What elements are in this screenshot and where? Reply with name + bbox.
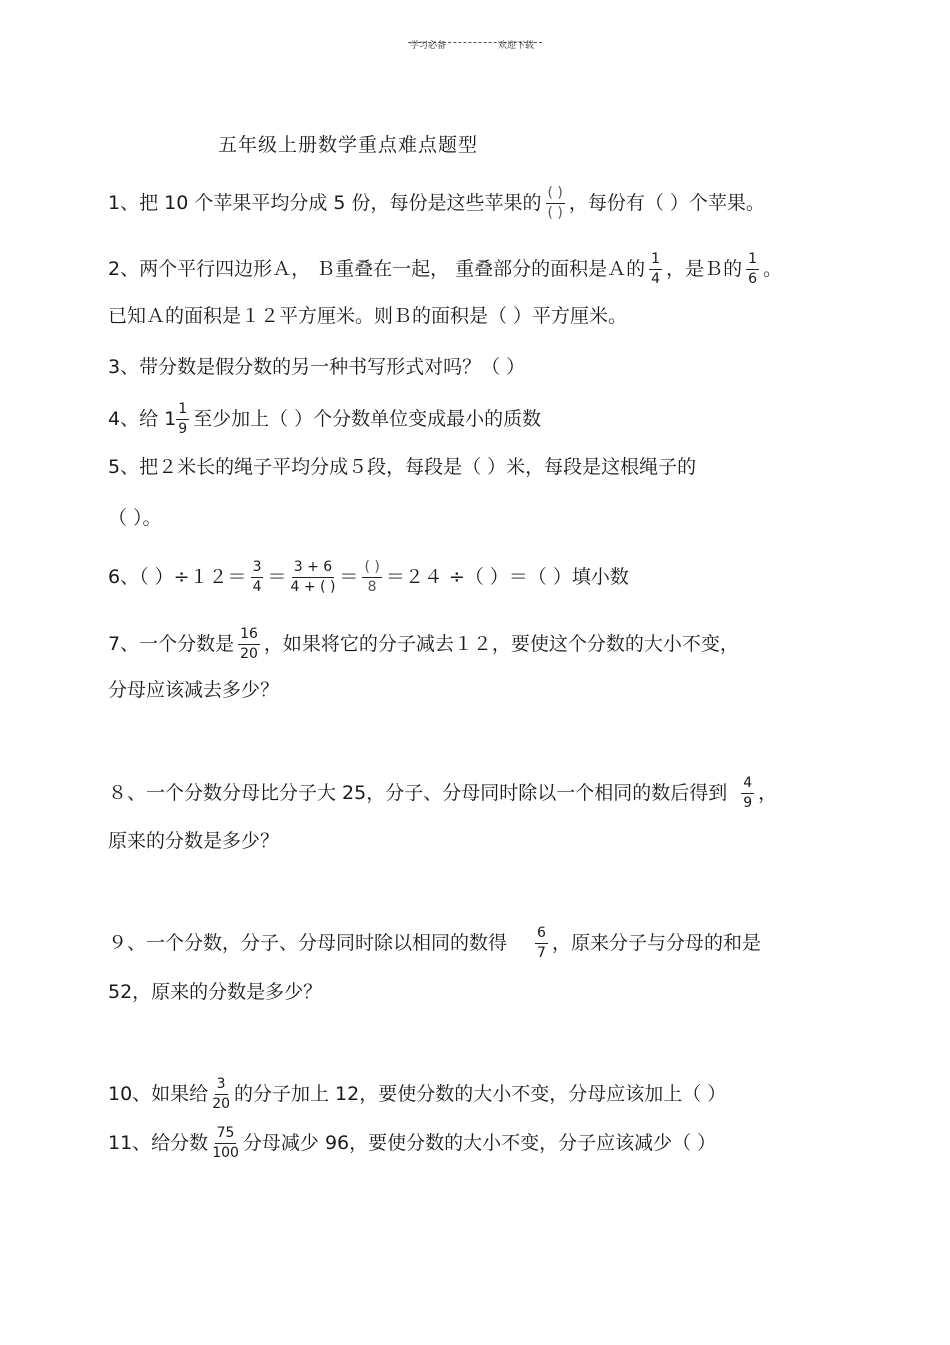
header-right: 欢迎下载 (498, 41, 535, 51)
question-9-line2: 52，原来的分数是多少？ (108, 981, 323, 1003)
fraction: $\frac{3}{4}$ (252, 559, 262, 595)
question-3: 3、带分数是假分数的另一种书写形式对吗？（ ） (108, 356, 526, 378)
fraction: $\frac{75}{100}$ (212, 1125, 239, 1161)
question-7: 7、一个分数是 $\frac{16}{20}$ ，如果将它的分子减去１２，要使这个分数的大小不变， (108, 626, 739, 662)
fraction: $\frac{1}{9}$ (178, 401, 188, 437)
fraction: $\frac{3 + 6}{4 + ( )}$ (290, 559, 336, 595)
fraction: $\frac{( )}{8}$ (364, 559, 380, 595)
question-11: 11、给分数 $\frac{75}{100}$ 分母减少 96，要使分数的大小不变，分子应该减少（ ） (108, 1125, 717, 1161)
page-header (408, 38, 542, 51)
question-4: 4、给 1 $\frac{1}{9}$ 至少加上（ ）个分数单位变成最小的质数 (108, 401, 542, 437)
question-6: 6、（ ）÷１２＝ $\frac{3}{4}$ ＝ $\frac{3 + 6}{4 + ( )}$ ＝ $\frac{( )}{8}$ ＝２４ ÷（ ）＝（ ）填小数 (108, 559, 629, 595)
question-7-line2: 分母应该减去多少？ (108, 679, 280, 701)
question-1: 1、把 10 个苹果平均分成 5 份，每份是这些苹果的 $\frac{( )}{( )}$ ，每份有（ ）个苹果。 (108, 185, 765, 221)
fraction: $\frac{3}{20}$ (212, 1076, 231, 1112)
question-5-line2: （ ）。 (108, 507, 162, 529)
fraction: $\frac{16}{20}$ (240, 626, 258, 662)
fraction: $\frac{1}{4}$ (651, 251, 661, 287)
fraction: $\frac{6}{7}$ (537, 925, 546, 961)
question-5: 5、把２米长的绳子平均分成５段，每段是（ ）米，每段是这根绳子的 (108, 456, 697, 478)
header-left: 学习必备 (410, 41, 447, 51)
fraction: $\frac{1}{6}$ (748, 251, 758, 287)
fraction: $\frac{4}{9}$ (743, 775, 753, 811)
question-2: 2、两个平行四边形Ａ， Ｂ重叠在一起， 重叠部分的面积是Ａ的 $\frac{1}{4}$ ，是Ｂ的 $\frac{1}{6}$ 。 (108, 251, 783, 287)
question-8: ８、一个分数分母比分子大 25，分子、分母同时除以一个相同的数后得到 $\frac{4}{9}$ ， (108, 775, 778, 811)
page-title: 五年级上册数学重点难点题型 (218, 134, 479, 156)
question-10: 10、如果给 $\frac{3}{20}$ 的分子加上 12，要使分数的大小不变，分母应该加上（ ） (108, 1076, 727, 1112)
question-9: ９、一个分数，分子、分母同时除以相同的数得 $\frac{6}{7}$ ，原来分子与分母的和是 (108, 925, 761, 961)
question-8-line2: 原来的分数是多少？ (108, 830, 280, 852)
fraction: $\frac{( )}{( )}$ (547, 185, 563, 221)
question-2-line2: 已知Ａ的面积是１２平方厘米。则Ｂ的面积是（ ）平方厘米。 (108, 305, 628, 327)
